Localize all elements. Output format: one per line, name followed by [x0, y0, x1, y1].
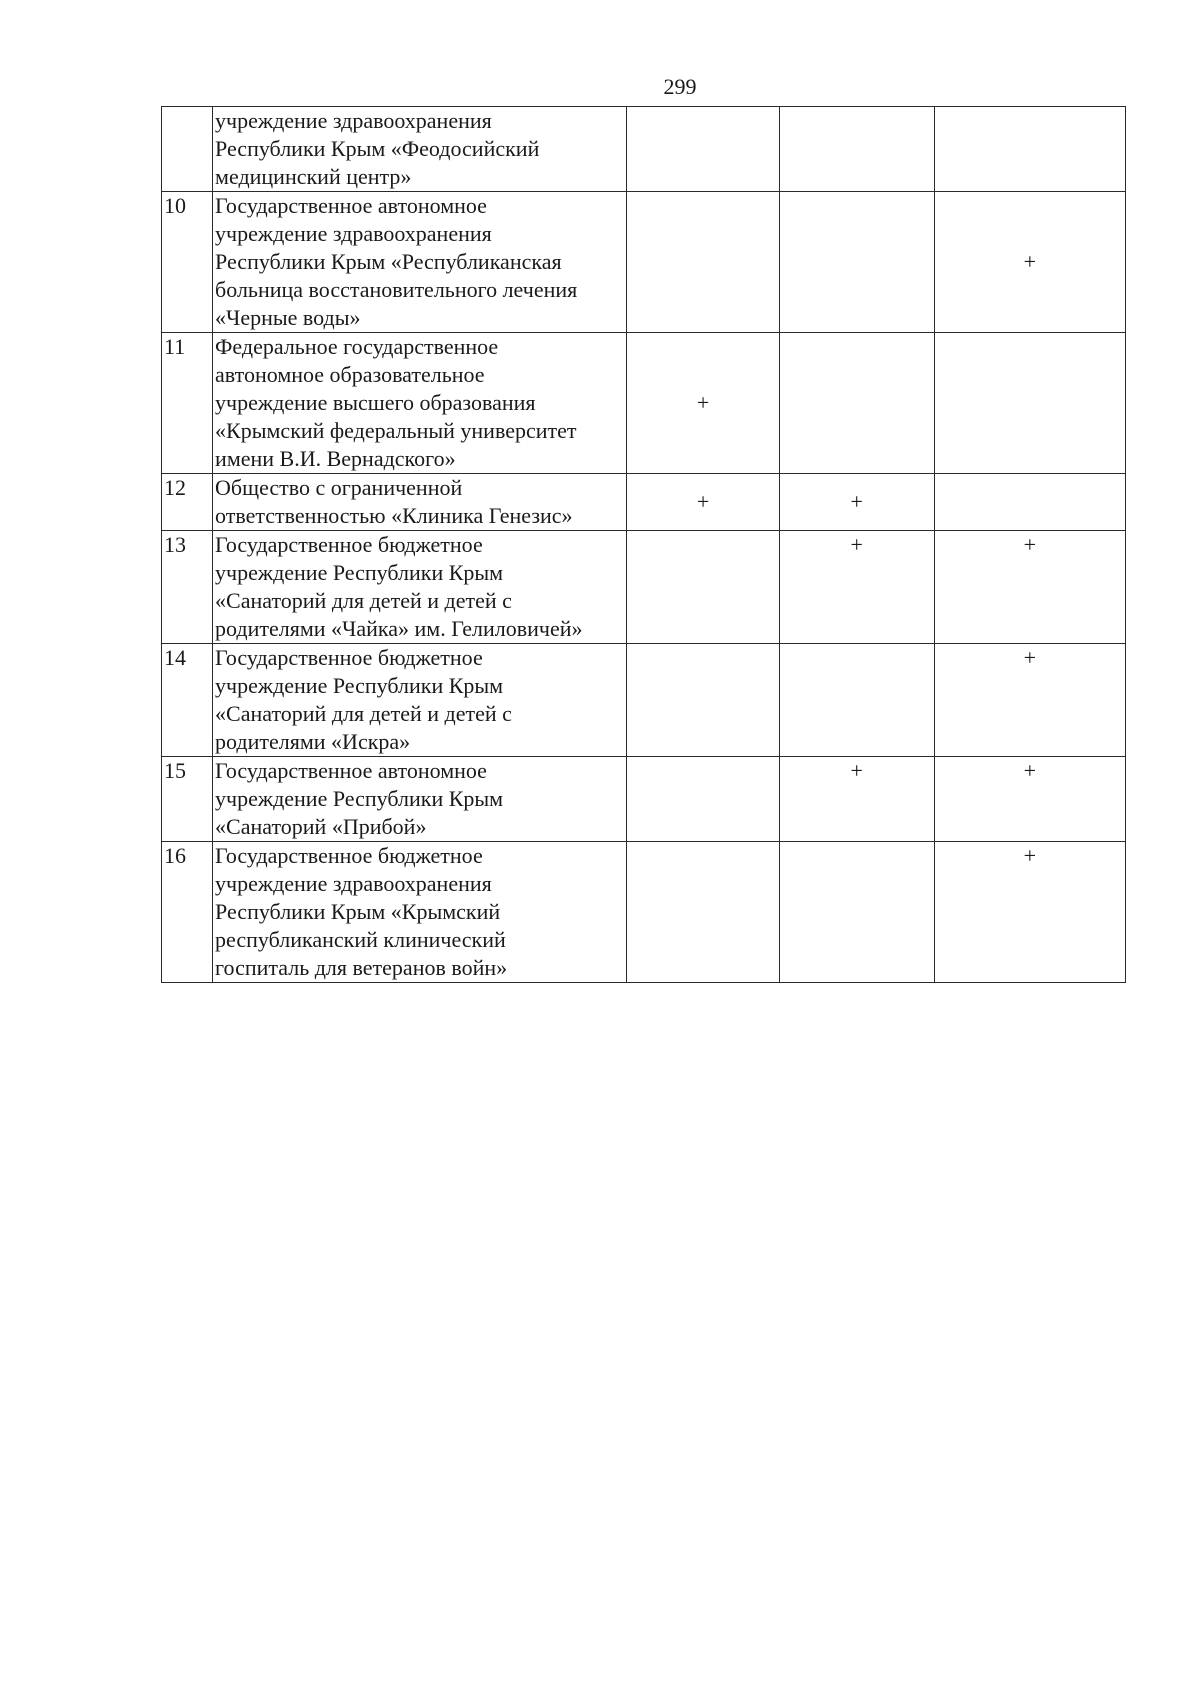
row-number: 15: [162, 757, 213, 842]
table-body: [162, 107, 1126, 983]
mark-cell: +: [627, 333, 779, 474]
institution-name-line: «Черные воды»: [215, 305, 361, 330]
table-row: [162, 531, 1126, 644]
mark-cell: [934, 333, 1125, 474]
institution-name: [213, 474, 627, 531]
mark-cell: +: [934, 531, 1125, 644]
institution-name-line: Общество с ограниченной: [215, 475, 463, 500]
institution-name-line: Государственное автономное: [215, 193, 487, 218]
institution-name-line: больница восстановительного лечения: [215, 277, 578, 302]
institution-name: [213, 531, 627, 644]
row-number: 16: [162, 842, 213, 983]
institution-name: [213, 644, 627, 757]
mark-cell: [934, 474, 1125, 531]
mark-cell: +: [779, 531, 934, 644]
mark-cell: [627, 644, 779, 757]
table-row: [162, 644, 1126, 757]
institution-name-line: Государственное бюджетное: [215, 645, 483, 670]
institution-name-line: Республики Крым «Феодосийский: [215, 136, 540, 161]
table-row: [162, 474, 1126, 531]
institution-name-line: «Крымский федеральный университет: [215, 418, 577, 443]
institution-name-line: медицинский центр»: [215, 164, 412, 189]
institution-name-line: Государственное бюджетное: [215, 843, 483, 868]
mark-cell: [627, 842, 779, 983]
table-row: [162, 192, 1126, 333]
mark-cell: +: [934, 757, 1125, 842]
table-row: [162, 333, 1126, 474]
institution-name-line: учреждение высшего образования: [215, 390, 536, 415]
institution-name-line: ответственностью «Клиника Генезис»: [215, 503, 573, 528]
institution-name-line: родителями «Чайка» им. Гелиловичей»: [215, 616, 583, 641]
table-row: [162, 757, 1126, 842]
mark-cell: +: [779, 474, 934, 531]
institution-name-line: госпиталь для ветеранов войн»: [215, 955, 508, 980]
institution-name-line: «Санаторий «Прибой»: [215, 814, 427, 839]
institution-name-line: учреждение здравоохранения: [215, 221, 492, 246]
institutions-table: [161, 106, 1126, 983]
institution-name-line: Государственное бюджетное: [215, 532, 483, 557]
mark-cell: [779, 333, 934, 474]
mark-cell: +: [934, 192, 1125, 333]
institution-name-line: Государственное автономное: [215, 758, 487, 783]
row-number: 11: [162, 333, 213, 474]
institution-name-line: «Санаторий для детей и детей с: [215, 588, 512, 613]
institution-name: [213, 107, 627, 192]
institution-name-line: учреждение здравоохранения: [215, 871, 492, 896]
mark-cell: [627, 757, 779, 842]
mark-cell: +: [934, 842, 1125, 983]
institution-name-line: республиканский клинический: [215, 927, 506, 952]
institution-name: [213, 333, 627, 474]
institution-name: [213, 757, 627, 842]
table-row: [162, 842, 1126, 983]
mark-cell: [934, 107, 1125, 192]
row-number: 13: [162, 531, 213, 644]
institution-name-line: автономное образовательное: [215, 362, 485, 387]
table-row: [162, 107, 1126, 192]
mark-cell: [779, 192, 934, 333]
institution-name: [213, 842, 627, 983]
row-number: 12: [162, 474, 213, 531]
mark-cell: [779, 644, 934, 757]
institution-name-line: учреждение Республики Крым: [215, 673, 504, 698]
institution-name-line: «Санаторий для детей и детей с: [215, 701, 512, 726]
institution-name-line: Федеральное государственное: [215, 334, 499, 359]
institution-name-line: учреждение Республики Крым: [215, 786, 504, 811]
institution-name-line: имени В.И. Вернадского»: [215, 446, 456, 471]
mark-cell: [779, 107, 934, 192]
institution-name-line: Республики Крым «Республиканская: [215, 249, 562, 274]
row-number: 10: [162, 192, 213, 333]
row-number: [162, 107, 213, 192]
mark-cell: [627, 531, 779, 644]
page-number: 299: [663, 74, 697, 99]
mark-cell: +: [779, 757, 934, 842]
mark-cell: +: [934, 644, 1125, 757]
institution-name: [213, 192, 627, 333]
institution-name-line: родителями «Искра»: [215, 729, 411, 754]
mark-cell: [779, 842, 934, 983]
institution-name-line: Республики Крым «Крымский: [215, 899, 501, 924]
mark-cell: [627, 107, 779, 192]
mark-cell: +: [627, 474, 779, 531]
mark-cell: [627, 192, 779, 333]
institution-name-line: учреждение здравоохранения: [215, 108, 492, 133]
institution-name-line: учреждение Республики Крым: [215, 560, 504, 585]
row-number: 14: [162, 644, 213, 757]
